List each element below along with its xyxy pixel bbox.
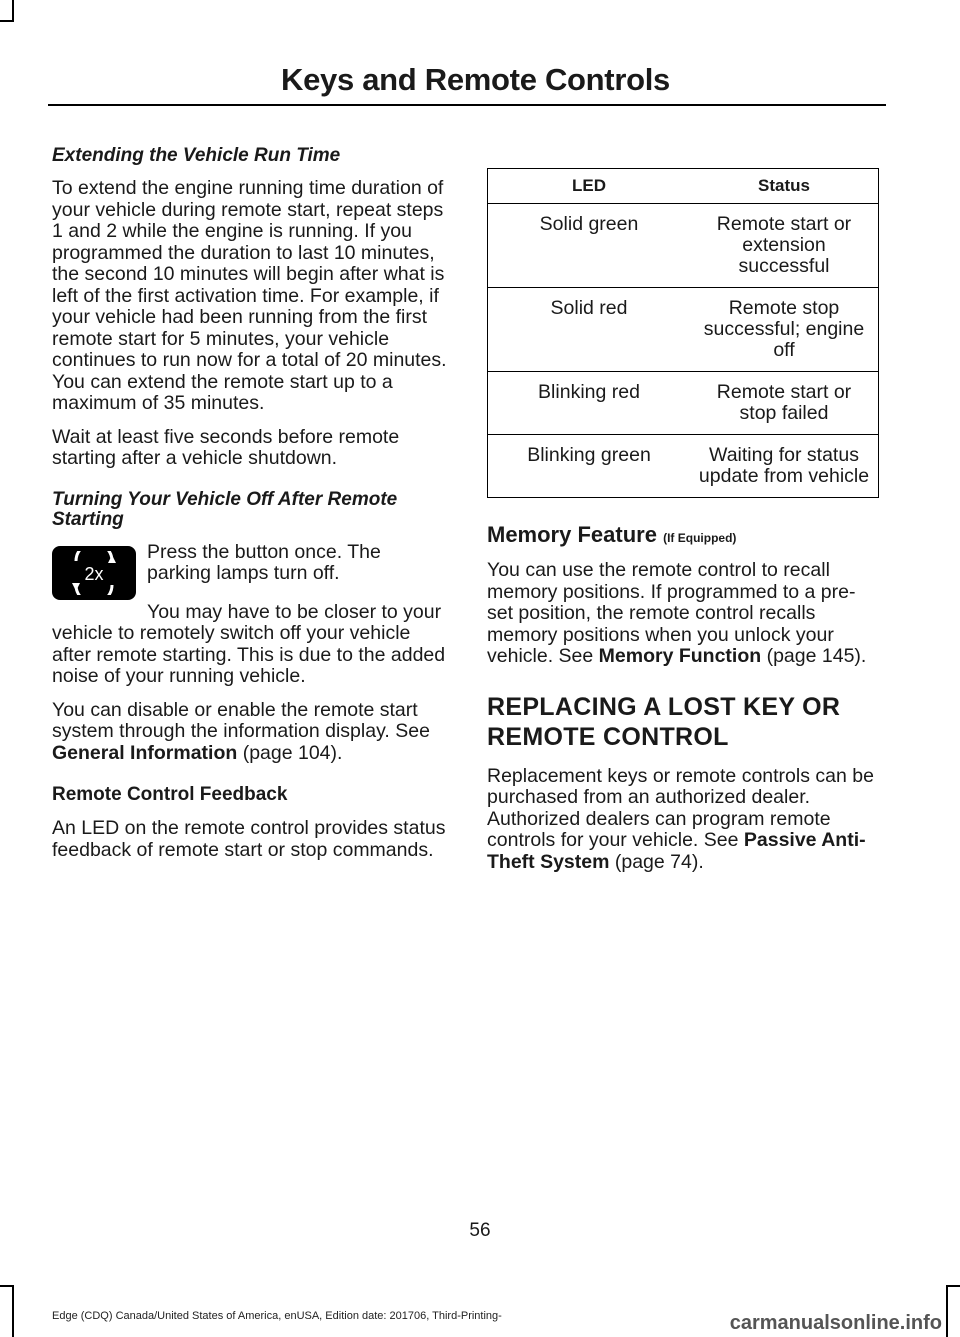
crop-mark: [0, 20, 14, 22]
crop-mark: [0, 1285, 14, 1287]
paragraph-closer-to-vehicle: You may have to be closer to your vehicle to remotely switch off your vehicle after remote starting. This is due to the added noise of your running vehicle.: [52, 600, 446, 687]
crop-mark: [12, 1285, 14, 1337]
heading-memory-feature: Memory Feature (If Equipped): [487, 522, 737, 547]
header-divider: [48, 104, 886, 106]
table-cell-status: Remote stop successful; engine off: [690, 288, 879, 372]
table-row: [488, 372, 879, 435]
table-row: [488, 435, 879, 498]
table-row: [488, 288, 879, 372]
led-status-table: [487, 168, 879, 498]
crop-mark: [946, 1285, 948, 1337]
link-memory-function[interactable]: Memory Function: [598, 645, 762, 667]
paragraph-disable-enable: You can disable or enable the remote start system through the information display. See General Information (page 104).: [52, 698, 430, 764]
footer-edition: Edge (CDQ) Canada/United States of America, enUSA, Edition date: 201706, Third-Printing-: [52, 1310, 502, 1322]
watermark: carmanualsonline.info: [729, 1312, 942, 1334]
page-number: 56: [469, 1220, 491, 1241]
crop-mark: [946, 1285, 960, 1287]
crop-mark: [12, 0, 14, 22]
paragraph-press-button: Press the button once. The parking lamps turn off.: [147, 540, 381, 584]
remote-start-2x-icon: [52, 546, 136, 600]
table-header-row: [488, 169, 879, 204]
heading-remote-control-feedback: Remote Control Feedback: [52, 784, 288, 805]
heading-extending-run-time: Extending the Vehicle Run Time: [52, 145, 341, 166]
table-header-led: LED: [488, 169, 691, 204]
heading-replacing-lost-key: REPLACING A LOST KEY OR REMOTE CONTROL: [487, 692, 841, 751]
right-column: [487, 168, 879, 885]
paragraph-memory-feature: You can use the remote control to recall memory positions. If programmed to a pre-set position, the remote control recalls memory positions when you unlock your vehicle. See Memory Function (page 145).: [487, 559, 867, 667]
paragraph-extend-run-time: To extend the engine running time duration of your vehicle during remote start, repeat steps 1 and 2 while the engine is running. If you programmed the duration to last 10 minutes, the second 10 minutes will begin after what is left of the first activation time. For example, if your vehicle had been running from the first remote start for 5 minutes, your vehicle continues to run now for a total of 20 minutes. You can extend the remote start up to a maximum of 35 minutes.: [52, 177, 447, 414]
heading-turning-off: Turning Your Vehicle Off After Remote Starting: [52, 488, 398, 530]
remote-button-row: [52, 542, 447, 600]
paragraph-led-feedback: An LED on the remote control provides status feedback of remote start or stop commands.: [52, 817, 446, 861]
table-cell-status: Waiting for status update from vehicle: [690, 435, 879, 498]
left-column: [52, 146, 447, 873]
table-cell-led: Solid red: [488, 288, 691, 372]
table-cell-led: Solid green: [488, 204, 691, 288]
paragraph-wait: Wait at least five seconds before remote starting after a vehicle shutdown.: [52, 425, 400, 469]
table-cell-led: Blinking green: [488, 435, 691, 498]
table-cell-status: Remote start or extension successful: [690, 204, 879, 288]
table-cell-status: Remote start or stop failed: [690, 372, 879, 435]
page-title: Keys and Remote Controls: [281, 62, 670, 97]
link-passive-anti-theft[interactable]: Passive Anti-Theft System: [487, 829, 866, 873]
paragraph-replacement-keys: Replacement keys or remote controls can be purchased from an authorized dealer. Authorized dealers can program remote controls for your vehicle. See Passive Anti-Theft System (page 74).: [487, 764, 874, 873]
svg-text:2x: 2x: [84, 563, 104, 584]
table-header-status: Status: [690, 169, 879, 204]
circular-arrows-icon: [64, 551, 124, 595]
table-row: [488, 204, 879, 288]
link-general-information[interactable]: General Information: [52, 741, 238, 764]
table-cell-led: Blinking red: [488, 372, 691, 435]
